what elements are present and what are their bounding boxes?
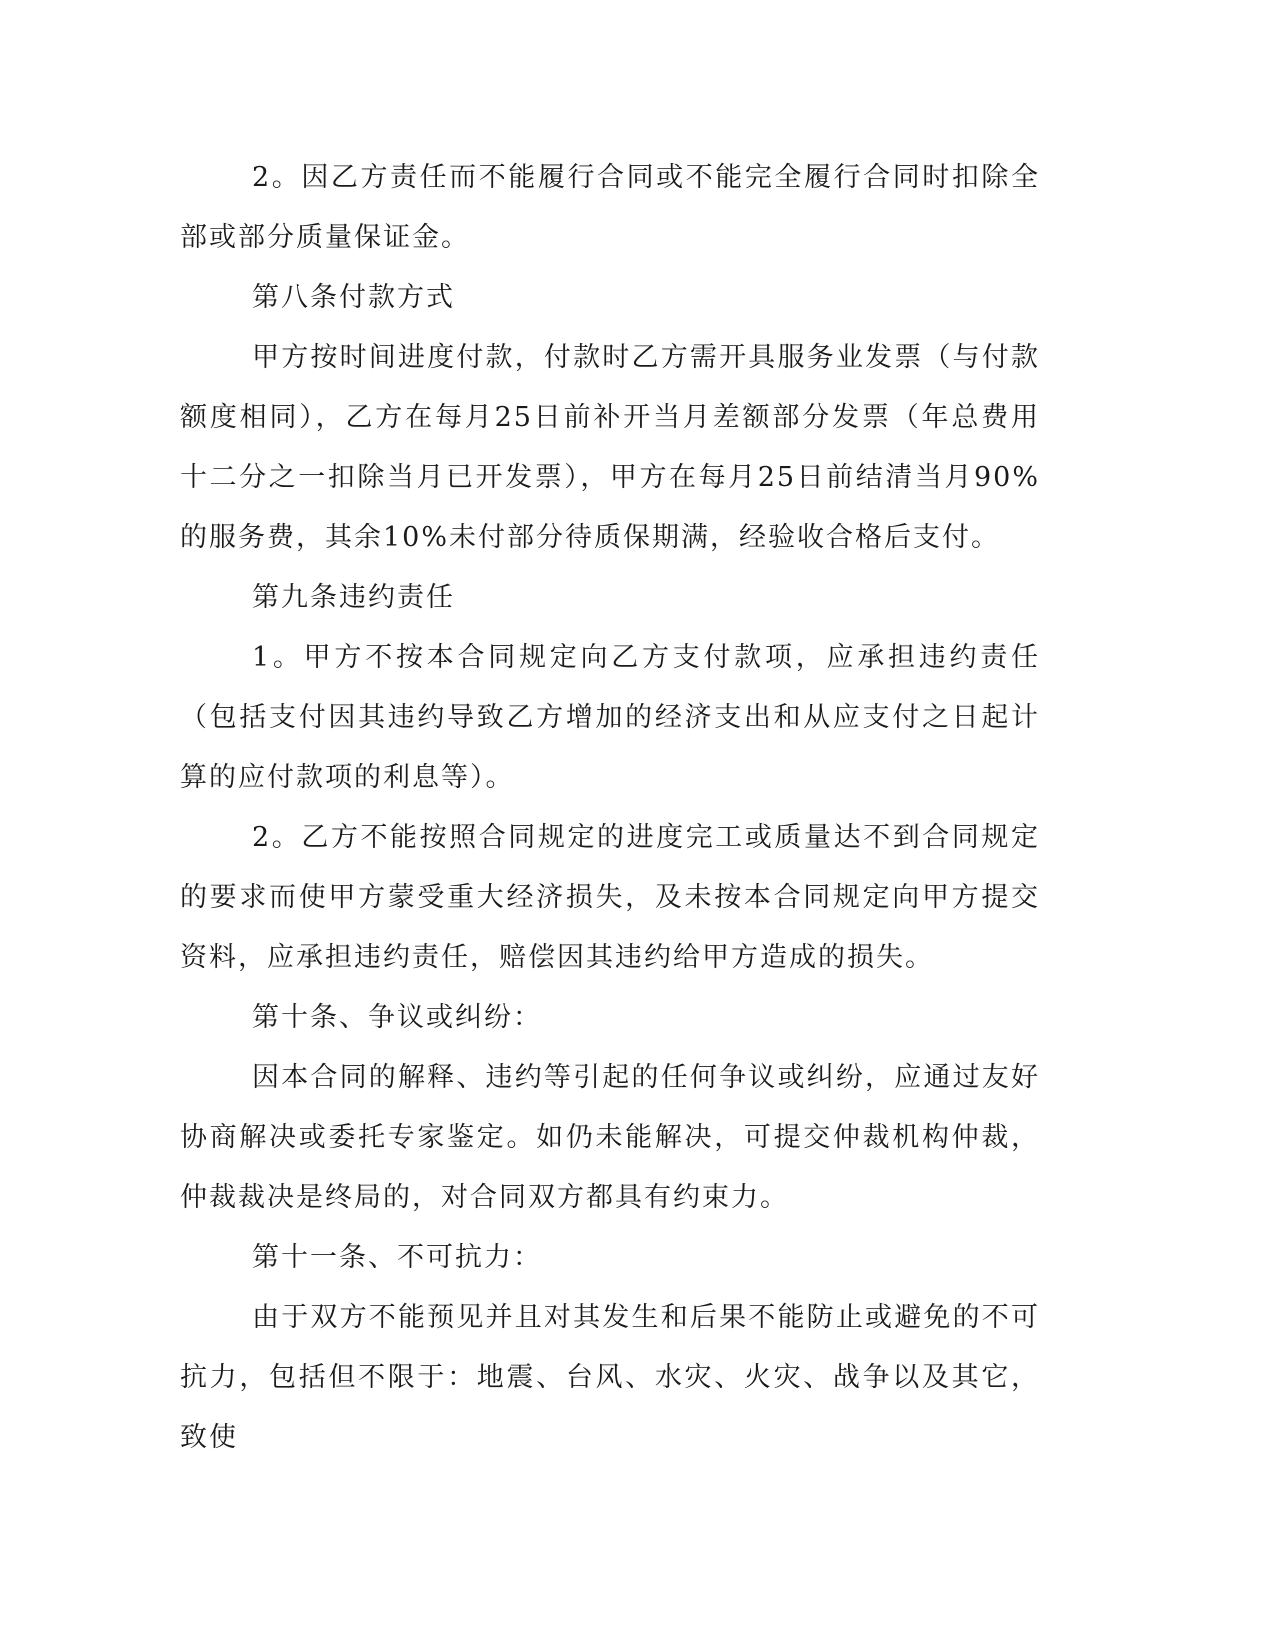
paragraph-force-majeure: 由于双方不能预见并且对其发生和后果不能防止或避免的不可抗力，包括但不限于：地震、台风、水灾、火灾、战争以及其它，致使 xyxy=(180,1302,1040,1453)
paragraph-liability-party-b: 2。乙方不能按照合同规定的进度完工或质量达不到合同规定的要求而使甲方蒙受重大经济损失，及未按本合同规定向甲方提交资料，应承担违约责任，赔偿因其违约给甲方造成的损失。 xyxy=(180,822,1040,973)
paragraph-dispute-resolution: 因本合同的解释、违约等引起的任何争议或纠纷，应通过友好协商解决或委托专家鉴定。如仍未能解决，可提交仲裁机构仲裁，仲裁裁决是终局的，对合同双方都具有约束力。 xyxy=(180,1062,1040,1213)
heading-article-8-payment-method: 第八条付款方式 xyxy=(252,282,455,313)
heading-article-11-force-majeure: 第十一条、不可抗力： xyxy=(252,1242,542,1273)
document-body xyxy=(180,148,1040,1468)
paragraph-liability-party-a: 1。甲方不按本合同规定向乙方支付款项，应承担违约责任（包括支付因其违约导致乙方增加的经济支出和从应支付之日起计算的应付款项的利息等）。 xyxy=(180,642,1040,793)
heading-article-10-disputes: 第十条、争议或纠纷： xyxy=(252,1002,542,1033)
heading-article-9-liability: 第九条违约责任 xyxy=(252,582,455,613)
paragraph-clause-7-item-2: 2。因乙方责任而不能履行合同或不能完全履行合同时扣除全部或部分质量保证金。 xyxy=(180,162,1040,253)
paragraph-payment-terms: 甲方按时间进度付款，付款时乙方需开具服务业发票（与付款额度相同），乙方在每月25日前补开当月差额部分发票（年总费用十二分之一扣除当月已开发票），甲方在每月25日前结清当月90%的服务费，其余10%未付部分待质保期满，经验收合格后支付。 xyxy=(180,342,1040,553)
